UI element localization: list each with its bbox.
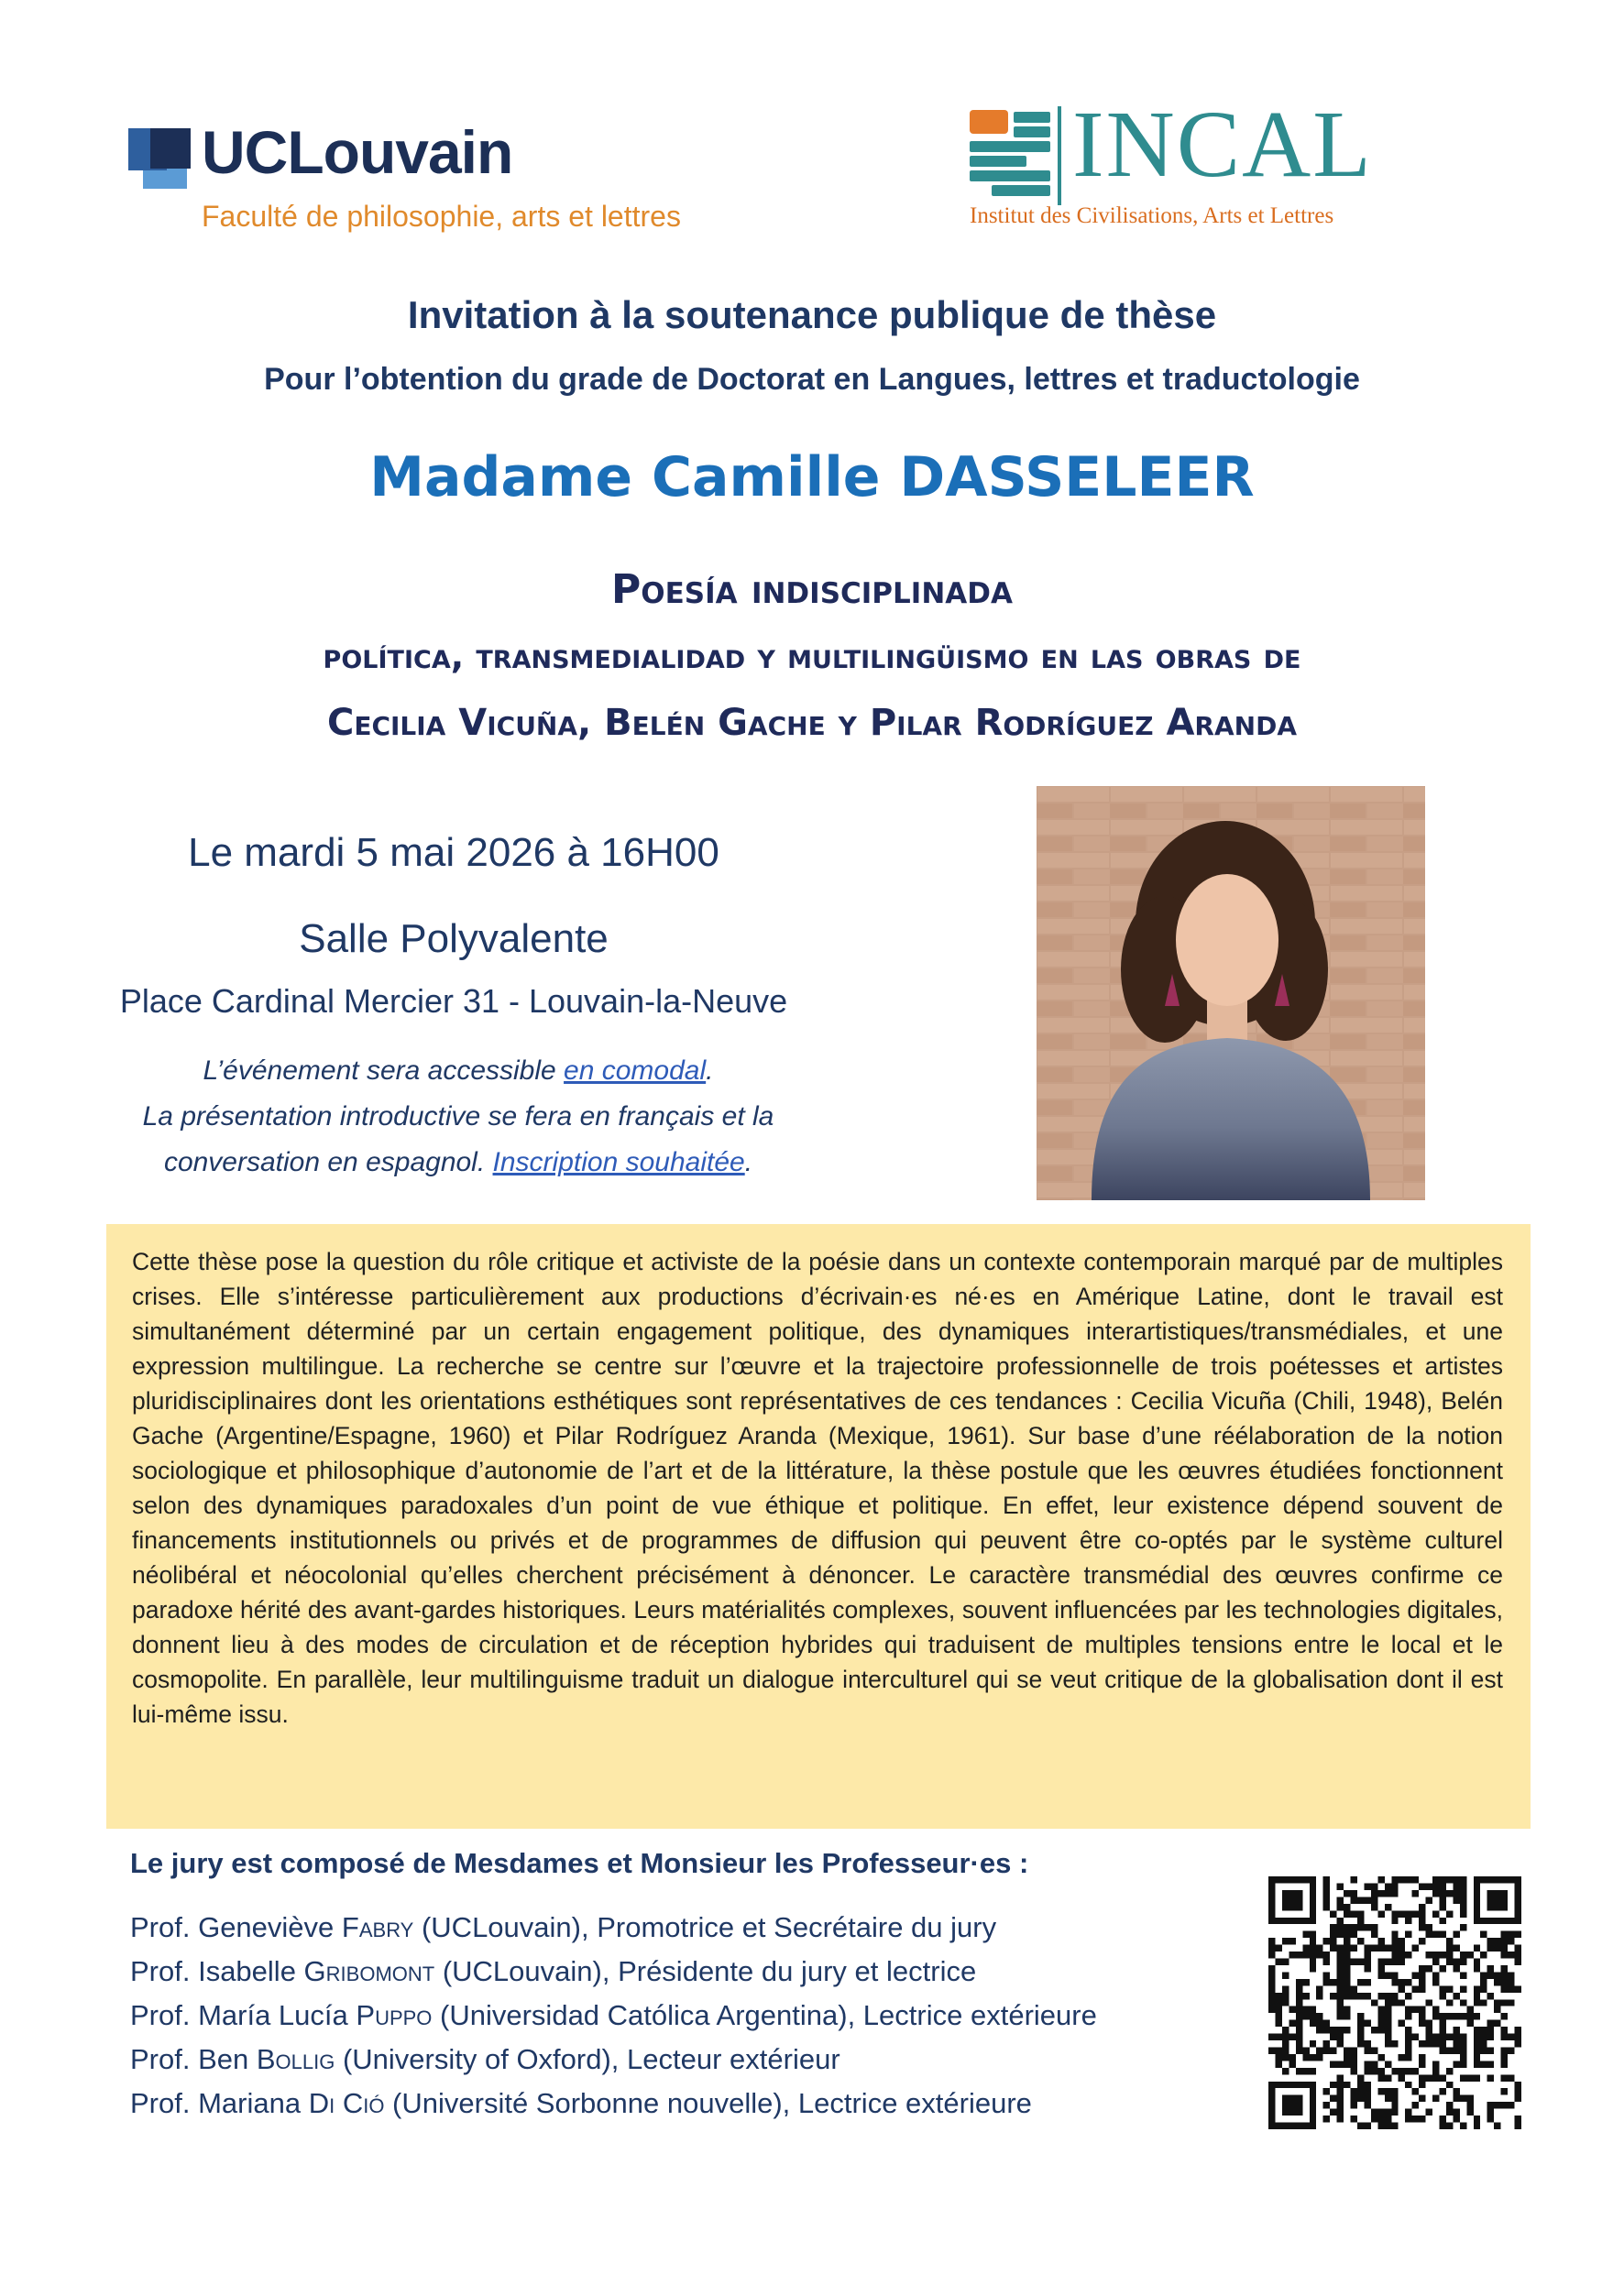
candidate-photo <box>1037 786 1425 1200</box>
thesis-subtitle-line1: política, transmedialidad y multilingüismo en las obras de <box>323 636 1301 676</box>
jury-member: Prof. Isabelle Gribomont (UCLouvain), Présidente du jury et lectrice <box>130 1955 977 1987</box>
jury-member: Prof. Ben Bollig (University of Oxford), Lecteur extérieur <box>130 2043 840 2075</box>
faculty-name: Faculté de philosophie, arts et lettres <box>202 200 681 233</box>
jury-member: Prof. Geneviève Fabry (UCLouvain), Promotrice et Secrétaire du jury <box>130 1911 997 1943</box>
registration-link[interactable]: Inscription souhaitée <box>492 1147 745 1177</box>
thesis-title: Poesía indisciplinada <box>611 566 1013 613</box>
incal-subtitle: Institut des Civilisations, Arts et Lettres <box>970 203 1334 228</box>
event-date: Le mardi 5 mai 2026 à 16H00 <box>188 830 719 875</box>
jury-member: Prof. Mariana Di Ció (Université Sorbonne nouvelle), Lectrice extérieure <box>130 2087 1032 2119</box>
thesis-abstract: Cette thèse pose la question du rôle critique et activiste de la poésie dans un contexte contemporain marqué par de multiples crises. Elle s’intéresse particulièrement aux productions d’écrivain·es né·es en Amérique Latine, dont le travail est simultanément déterminé par un certain engagement politique, des dynamiques interartistiques/transmédiales, et une expression multilingue. La recherche se centre sur l’œuvre et la trajectoire professionnelle de trois poétesses et artistes pluridisciplinaires dont les orientations esthétiques sont représentatives de ces tendances : Cecilia Vicuña (Chili, 1948), Belén Gache (Argentine/Espagne, 1960) et Pilar Rodríguez Aranda (Mexique, 1961). Sur base d’une réélaboration de la notion sociologique et philosophique d’autonomie de l’art et de la littérature, la thèse postule que les œuvres étudiées fonctionnent selon des dynamiques paradoxales d’un point de vue éthique et politique. En effet, leur existence dépend souvent de financements institutionnels ou privés et de programmes de diffusion qui peuvent être co-optés par le système culturel néolibéral et néocolonial qu’elles cherchent précisément à dénoncer. Le caractère transmédial des œuvres confirme ce paradoxe hérité des avant-gardes historiques. Leurs matérialités complexes, souvent influencées par les technologies digitales, donnent lieu à des modes de circulation et de réception hybrides qui traduisent de multiples tensions entre le local et le cosmopolite. En parallèle, leur multilinguisme traduit un dialogue interculturel qui se veut critique de la globalisation dont il est lui-même issu. <box>132 1248 1503 1728</box>
jury-member: Prof. María Lucía Puppo (Universidad Católica Argentina), Lectrice extérieure <box>130 1999 1097 2031</box>
language-note: La présentation introductive se fera en français et la <box>142 1101 774 1132</box>
event-room: Salle Polyvalente <box>299 916 609 961</box>
invitation-heading: Invitation à la soutenance publique de thèse <box>407 293 1217 336</box>
incal-logo <box>970 92 1391 240</box>
registration-note: conversation en espagnol. Inscription souhaitée. <box>163 1147 753 1177</box>
event-address: Place Cardinal Mercier 31 - Louvain-la-Neuve <box>119 982 788 1020</box>
incal-name: INCAL <box>1072 92 1373 197</box>
doctorate-grade: Pour l’obtention du grade de Doctorat en Langues, lettres et traductologie <box>264 362 1360 397</box>
uclouvain-name: UCLouvain <box>202 118 513 186</box>
candidate-name: Madame Camille DASSELEER <box>369 445 1255 509</box>
incal-mark-icon <box>970 110 1054 202</box>
jury-heading: Le jury est composé de Mesdames et Monsieur les Professeur·es : <box>130 1847 1029 1879</box>
comodal-link[interactable]: en comodal <box>564 1055 707 1086</box>
uclouvain-logo <box>128 118 788 235</box>
uclouvain-mark-icon <box>128 128 194 189</box>
abstract-box <box>106 1224 1531 1829</box>
thesis-subtitle-line2: Cecilia Vicuña, Belén Gache y Pilar Rodríguez Aranda <box>326 702 1298 744</box>
qr-code[interactable] <box>1268 1876 1521 2129</box>
comodal-note: L’événement sera accessible en comodal. <box>203 1055 714 1086</box>
